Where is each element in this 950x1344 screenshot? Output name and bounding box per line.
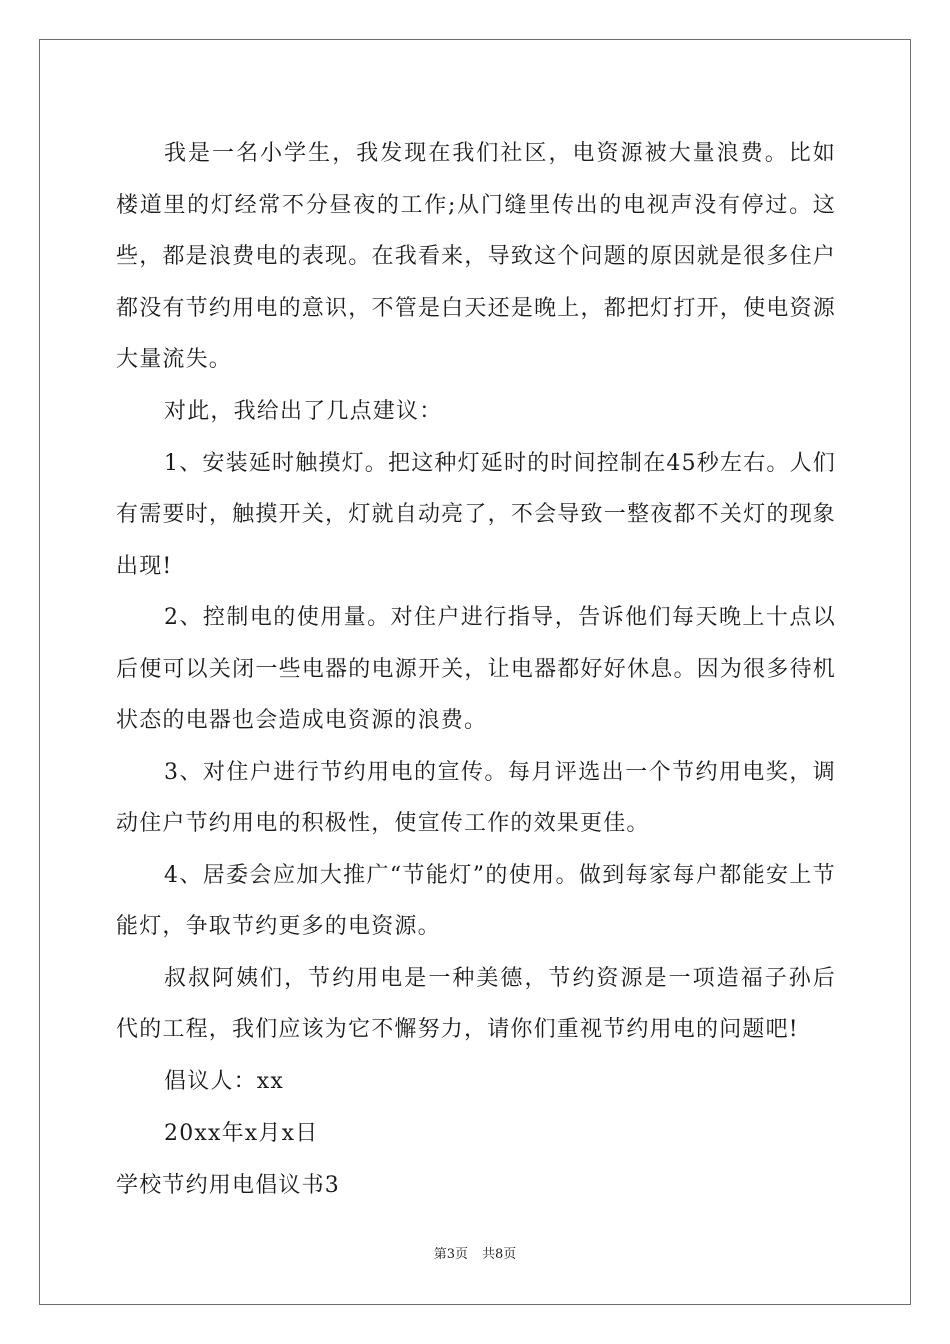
paragraph-suggestions-lead: 对此，我给出了几点建议： [164, 398, 443, 424]
date-line: 20xx年x月x日 [164, 1120, 319, 1146]
paragraph-intro: 我是一名小学生，我发现在我们社区，电资源被大量浪费。比如楼道里的灯经常不分昼夜的工作;从门缝里传出的电视声没有停过。这些，都是浪费电的表现。在我看来，导致这个问题的原因就是很多住户都没有节约用电的意识，不管是白天还是晚上，都把灯打开，使电资源大量流失。 [116, 141, 836, 372]
page-total: 共8页 [482, 1247, 517, 1262]
paragraph-suggestion-4: 4、居委会应加大推广“节能灯”的使用。做到每家每户都能安上节能灯，争取节约更多的电资源。 [116, 862, 836, 939]
document-body [116, 128, 836, 1212]
next-section-heading: 学校节约用电倡议书3 [116, 1172, 340, 1198]
page-footer [0, 1246, 950, 1264]
page-number: 第3页 [433, 1247, 468, 1262]
paragraph-suggestion-1: 1、安装延时触摸灯。把这种灯延时的时间控制在45秒左右。人们有需要时，触摸开关，灯就自动亮了，不会导致一整夜都不关灯的现象出现! [116, 450, 836, 579]
paragraph-suggestion-2: 2、控制电的使用量。对住户进行指导，告诉他们每天晚上十点以后便可以关闭一些电器的电源开关，让电器都好好休息。因为很多待机状态的电器也会造成电资源的浪费。 [116, 605, 836, 733]
signature-line: 倡议人：xx [164, 1068, 285, 1094]
paragraph-closing: 叔叔阿姨们，节约用电是一种美德，节约资源是一项造福子孙后代的工程，我们应该为它不懈努力，请你们重视节约用电的问题吧! [116, 965, 836, 1042]
paragraph-suggestion-3: 3、对住户进行节约用电的宣传。每月评选出一个节约用电奖，调动住户节约用电的积极性，使宣传工作的效果更佳。 [116, 759, 836, 836]
